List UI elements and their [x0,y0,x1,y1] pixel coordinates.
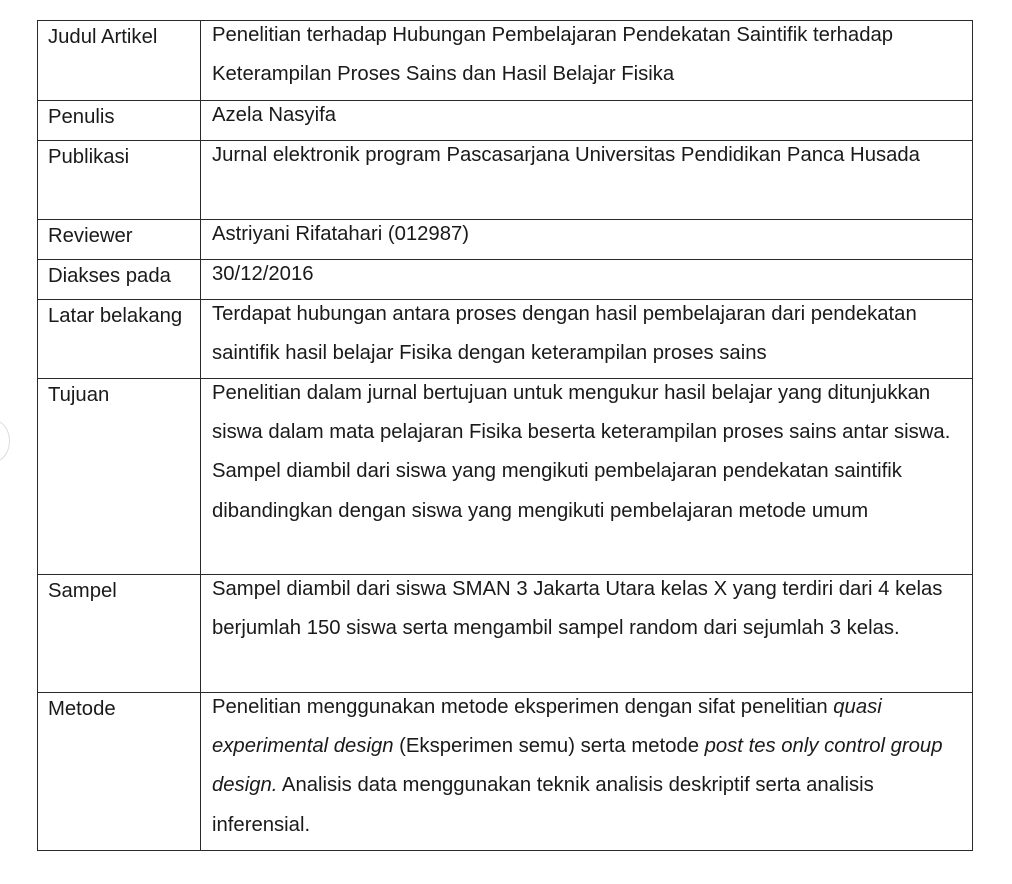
article-review-table [37,20,973,851]
row-label-metode: Metode [38,693,201,851]
metode-text-part: Penelitian menggunakan metode eksperimen dengan sifat penelitian [212,696,834,718]
row-label-sampel: Sampel [38,575,201,693]
row-value-tujuan [201,379,973,575]
row-value-publikasi [201,141,973,220]
reviewer-text: Astriyani Rifatahari (012987) [212,223,470,245]
table-row [38,260,973,300]
metode-text-italic: post tes only control group design. [212,735,943,797]
row-value-reviewer [201,220,973,260]
row-value-metode [201,693,973,851]
row-value-penulis [201,101,973,141]
row-label-publikasi: Publikasi [38,141,201,220]
table-row [38,220,973,260]
metode-text-part: (Eksperimen semu) serta metode [393,735,705,758]
tujuan-text: Penelitian dalam jurnal bertujuan untuk mengukur hasil belajar yang ditunjukkan siswa dalam mata pelajaran Fisika beserta keterampilan proses sains antar siswa. Sampel diambil dari siswa yang mengikuti pembelajaran pendekatan saintifik dibandingkan dengan siswa yang mengikuti pembelajaran metode umum [212,382,951,522]
row-value-latar-belakang [201,300,973,379]
table-row [38,21,973,101]
metode-text-part: Analisis data menggunakan teknik analisis deskriptif serta analisis inferensial. [212,774,874,836]
row-value-diakses-pada [201,260,973,300]
table-row [38,575,973,693]
publikasi-text: Jurnal elektronik program Pascasarjana Universitas Pendidikan Panca Husada [212,144,920,166]
table-row [38,693,973,851]
table-row [38,300,973,379]
row-value-sampel [201,575,973,693]
row-label-latar-belakang: Latar belakang [38,300,201,379]
diakses-pada-text: 30/12/2016 [212,263,314,285]
sampel-text: Sampel diambil dari siswa SMAN 3 Jakarta Utara kelas X yang terdiri dari 4 kelas berjumlah 150 siswa serta mengambil sampel random dari sejumlah 3 kelas. [212,578,943,640]
row-label-reviewer: Reviewer [38,220,201,260]
row-label-penulis: Penulis [38,101,201,141]
table-row [38,379,973,575]
table-row [38,101,973,141]
row-label-judul-artikel: Judul Artikel [38,21,201,101]
judul-artikel-text: Penelitian terhadap Hubungan Pembelajaran Pendekatan Saintifik terhadap Keterampilan Proses Sains dan Hasil Belajar Fisika [212,24,894,86]
row-label-diakses-pada: Diakses pada [38,260,201,300]
metode-text-italic: quasi experimental design [212,696,882,758]
row-value-judul-artikel [201,21,973,101]
table-row [38,141,973,220]
metode-text [212,688,962,846]
row-label-tujuan: Tujuan [38,379,201,575]
page-edge-circle [0,420,10,462]
penulis-text: Azela Nasyifa [212,104,336,126]
latar-belakang-text: Terdapat hubungan antara proses dengan hasil pembelajaran dari pendekatan saintifik hasil belajar Fisika dengan keterampilan proses sains [212,303,917,365]
